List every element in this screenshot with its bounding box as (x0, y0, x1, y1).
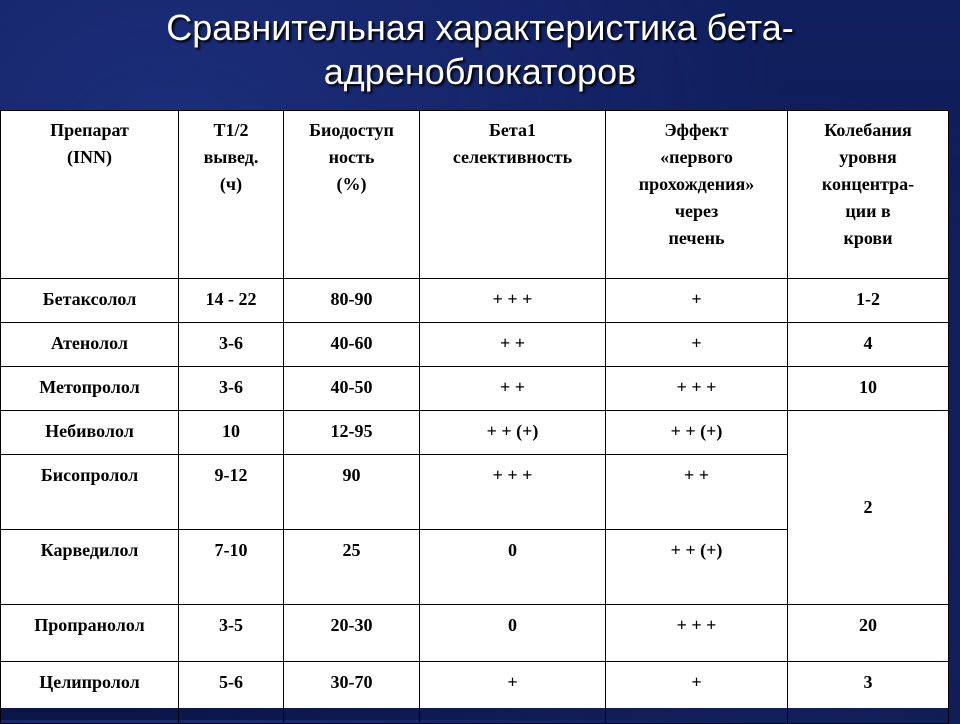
cell-fluctuation: 3 (788, 662, 949, 724)
beta-blocker-comparison-table (0, 110, 949, 724)
cell-drug: Атенолол (1, 323, 179, 367)
cell-bioavailability: 12-95 (284, 411, 420, 455)
cell-first-pass: + + + (606, 605, 788, 662)
cell-bioavailability: 80-90 (284, 279, 420, 323)
header-bioavailability: Биодоступ ность (%) (284, 111, 420, 279)
slide-title-line-1: Сравнительная характеристика бета- (166, 7, 794, 48)
cell-beta1: + + (+) (420, 411, 606, 455)
header-first-pass-effect: Эффект «первого прохождения» через печень (606, 111, 788, 279)
cell-first-pass: + + (+) (606, 411, 788, 455)
cell-beta1: 0 (420, 605, 606, 662)
table-row (1, 367, 949, 411)
table-row (1, 411, 949, 455)
header-half-life: Т1/2 вывед. (ч) (179, 111, 284, 279)
cell-bioavailability: 40-60 (284, 323, 420, 367)
cell-beta1: + (420, 662, 606, 724)
cell-bioavailability: 90 (284, 455, 420, 530)
cell-bioavailability: 20-30 (284, 605, 420, 662)
cell-bioavailability: 30-70 (284, 662, 420, 724)
header-beta1-selectivity: Бета1 селективность (420, 111, 606, 279)
cell-first-pass: + (606, 662, 788, 724)
cell-fluctuation: 4 (788, 323, 949, 367)
cell-half-life: 9-12 (179, 455, 284, 530)
cell-first-pass: + (606, 279, 788, 323)
slide-title (0, 6, 960, 110)
cell-drug: Пропранолол (1, 605, 179, 662)
cell-bioavailability: 25 (284, 530, 420, 605)
cell-beta1: + + + (420, 455, 606, 530)
cell-beta1: + + (420, 323, 606, 367)
table-row (1, 323, 949, 367)
cell-first-pass: + + (606, 455, 788, 530)
cell-beta1: 0 (420, 530, 606, 605)
cell-fluctuation: 10 (788, 367, 949, 411)
cell-fluctuation-merged: 2 (788, 411, 949, 605)
header-concentration-fluctuation: Колебания уровня концентра- ции в крови (788, 111, 949, 279)
cell-first-pass: + (606, 323, 788, 367)
cell-half-life: 10 (179, 411, 284, 455)
comparison-table-container (0, 110, 948, 708)
table-row (1, 605, 949, 662)
cell-fluctuation: 20 (788, 605, 949, 662)
cell-drug: Метопролол (1, 367, 179, 411)
cell-drug: Карведилол (1, 530, 179, 605)
cell-beta1: + + + (420, 279, 606, 323)
header-row (1, 111, 949, 279)
cell-half-life: 3-6 (179, 323, 284, 367)
cell-beta1: + + (420, 367, 606, 411)
cell-half-life: 5-6 (179, 662, 284, 724)
cell-drug: Целипролол (1, 662, 179, 724)
header-drug: Препарат (INN) (1, 111, 179, 279)
cell-half-life: 3-6 (179, 367, 284, 411)
cell-drug: Бетаксолол (1, 279, 179, 323)
cell-drug: Небиволол (1, 411, 179, 455)
cell-half-life: 3-5 (179, 605, 284, 662)
cell-half-life: 14 - 22 (179, 279, 284, 323)
table-row (1, 279, 949, 323)
table-row (1, 662, 949, 724)
cell-first-pass: + + + (606, 367, 788, 411)
slide-title-line-2: адреноблокаторов (323, 51, 637, 92)
cell-bioavailability: 40-50 (284, 367, 420, 411)
cell-drug: Бисопролол (1, 455, 179, 530)
cell-first-pass: + + (+) (606, 530, 788, 605)
cell-fluctuation: 1-2 (788, 279, 949, 323)
cell-half-life: 7-10 (179, 530, 284, 605)
